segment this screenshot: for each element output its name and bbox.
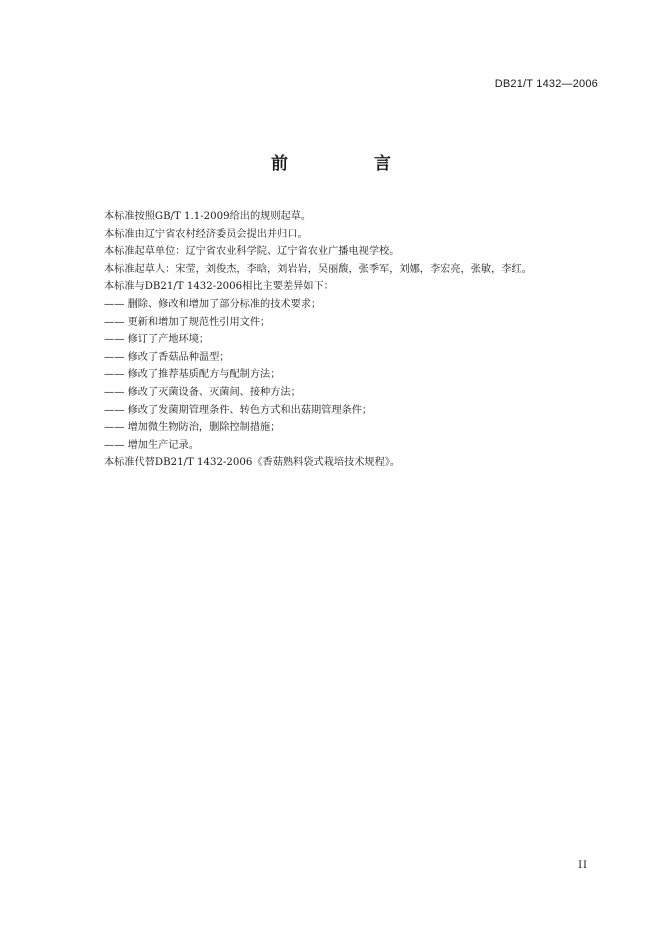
foreword-body	[104, 208, 604, 472]
paragraph-differences-intro: 本标准与DB21/T 1432-2006相比主要差异如下：	[104, 281, 334, 293]
page-title: 前 言	[271, 154, 431, 174]
list-item: —— 修改了推荐基质配方与配制方法；	[104, 369, 281, 381]
page-number: II	[578, 860, 588, 871]
standard-code-header: DB21/T 1432—2006	[494, 78, 598, 90]
list-item: —— 增加微生物防治，删除控制措施；	[104, 422, 281, 434]
paragraph-proposer: 本标准由辽宁省农村经济委员会提出并归口。	[104, 228, 308, 240]
paragraph-drafters: 本标准起草人：宋莹，刘俊杰，李晗，刘岩岩，吴丽馥，张季军，刘娜，李宏亮，张敏，李红。	[104, 263, 532, 275]
paragraph-drafting-rules: 本标准按照GB/T 1.1-2009给出的规则起草。	[104, 211, 312, 222]
list-item: —— 修改了灭菌设备、灭菌间、接种方法；	[104, 386, 301, 398]
list-item: —— 更新和增加了规范性引用文件；	[104, 316, 271, 328]
list-item: —— 增加生产记录。	[104, 439, 199, 451]
paragraph-drafting-units: 本标准起草单位：辽宁省农业科学院、辽宁省农业广播电视学校。	[104, 246, 400, 258]
list-item: —— 修订了产地环境；	[104, 334, 210, 346]
list-item: —— 删除、修改和增加了部分标准的技术要求；	[104, 298, 322, 310]
list-item: —— 修改了香菇品种温型；	[104, 351, 230, 363]
paragraph-replacement: 本标准代替DB21/T 1432-2006《香菇熟料袋式栽培技术规程》。	[104, 457, 401, 469]
list-item: —— 修改了发菌期管理条件、转色方式和出菇期管理条件；	[104, 404, 373, 416]
